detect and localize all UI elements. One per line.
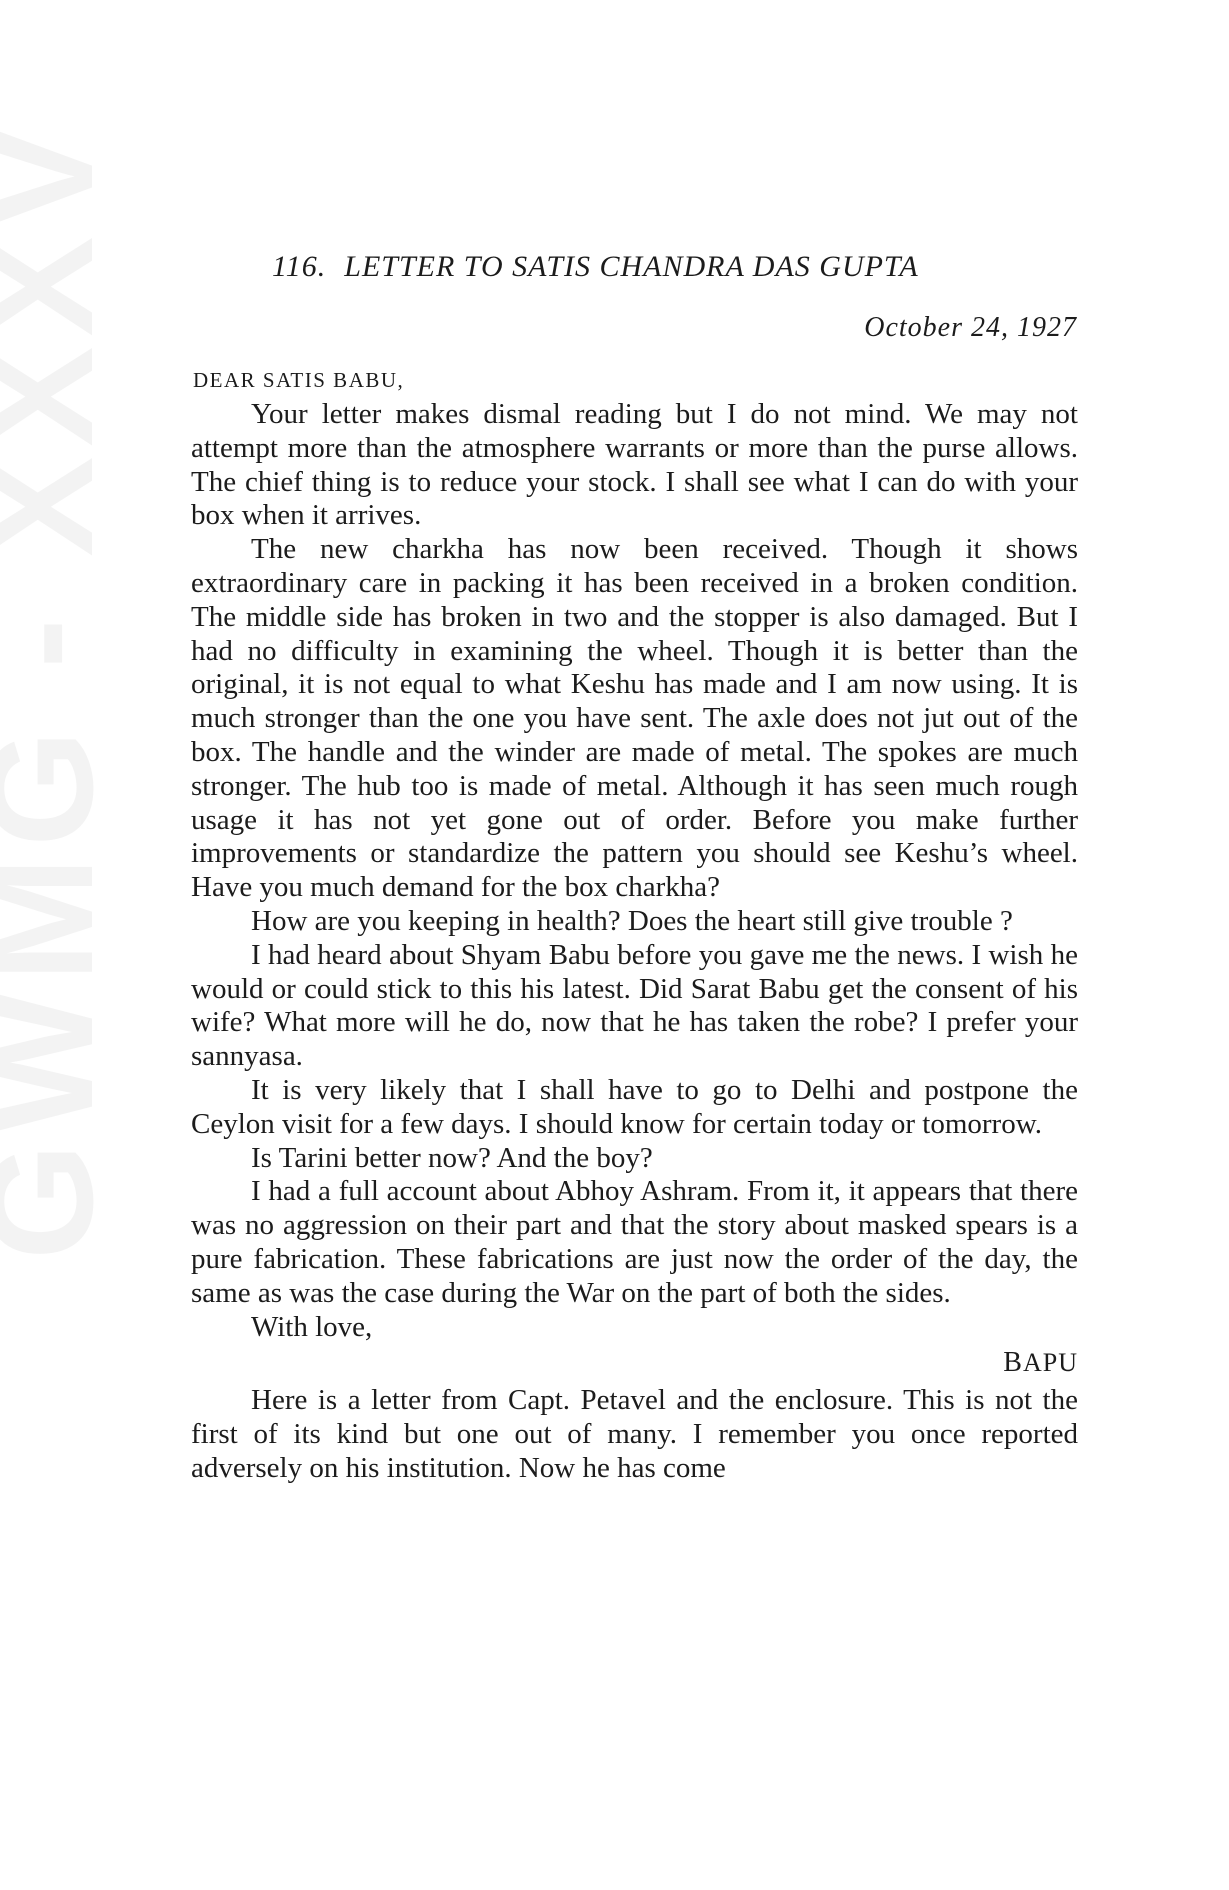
paragraph-7: I had a full account about Abhoy Ashram. From it, it appears that there was no aggression on their part and that the story about masked spears is a pure fabrication. These fabrications are just now the order of the day, the same as was the case during the War on the part of both the sides.: [191, 1175, 1078, 1309]
paragraph-3: How are you keeping in health? Does the heart still give trouble ?: [251, 904, 1013, 937]
paragraph-5: It is very likely that I shall have to go to Delhi and postpone the Ceylon visit for a few days. I should know for certain today or tomorrow.: [191, 1073, 1078, 1140]
letter-date: October 24, 1927: [864, 312, 1077, 343]
letter-number: 116.: [272, 250, 327, 283]
salutation: DEAR SATIS BABU,: [193, 368, 405, 392]
watermark: [0, 740, 100, 1260]
postscript: Here is a letter from Capt. Petavel and the enclosure. This is not the first of its kind but one out of many. I remember you once reported adversely on his institution. Now he has come: [191, 1384, 1078, 1484]
letter-title: LETTER TO SATIS CHANDRA DAS GUPTA: [344, 250, 919, 283]
paragraph-1: Your letter makes dismal reading but I do not mind. We may not attempt more than the atmosphere warrants or more than the purse allows. The chief thing is to reduce your stock. I shall see what I can do with your box when it arrives.: [191, 398, 1078, 532]
closing: With love,: [251, 1310, 373, 1343]
letter-heading: [272, 250, 1032, 284]
signature-rest: APU: [1022, 1348, 1078, 1378]
paragraph-6: Is Tarini better now? And the boy?: [251, 1141, 653, 1174]
signature-initial: B: [1003, 1347, 1023, 1379]
paragraph-4: I had heard about Shyam Babu before you gave me the news. I wish he would or could stick to this his latest. Did Sarat Babu get the consent of his wife? What more will he do, now that he has taken the robe? I prefer your sannyasa.: [191, 938, 1078, 1073]
signature: [191, 1344, 1078, 1384]
paragraph-2: The new charkha has now been received. Though it shows extraordinary care in packing it has been received in a broken condition. The middle side has broken in two and the stopper is also damaged. But I had no difficulty in examining the wheel. Though it is better than the original, it is not equal to what Keshu has made and I am now using. It is much stronger than the one you have sent. The axle does not jut out of the box. The handle and the winder are made of metal. The spokes are much stronger. The hub too is made of metal. Although it has seen much rough usage it has not yet gone out of order. Before you make further improvements or standardize the pattern you should see Keshu’s wheel. Have you much demand for the box charkha?: [191, 533, 1078, 904]
letter-body: [191, 398, 1078, 1486]
